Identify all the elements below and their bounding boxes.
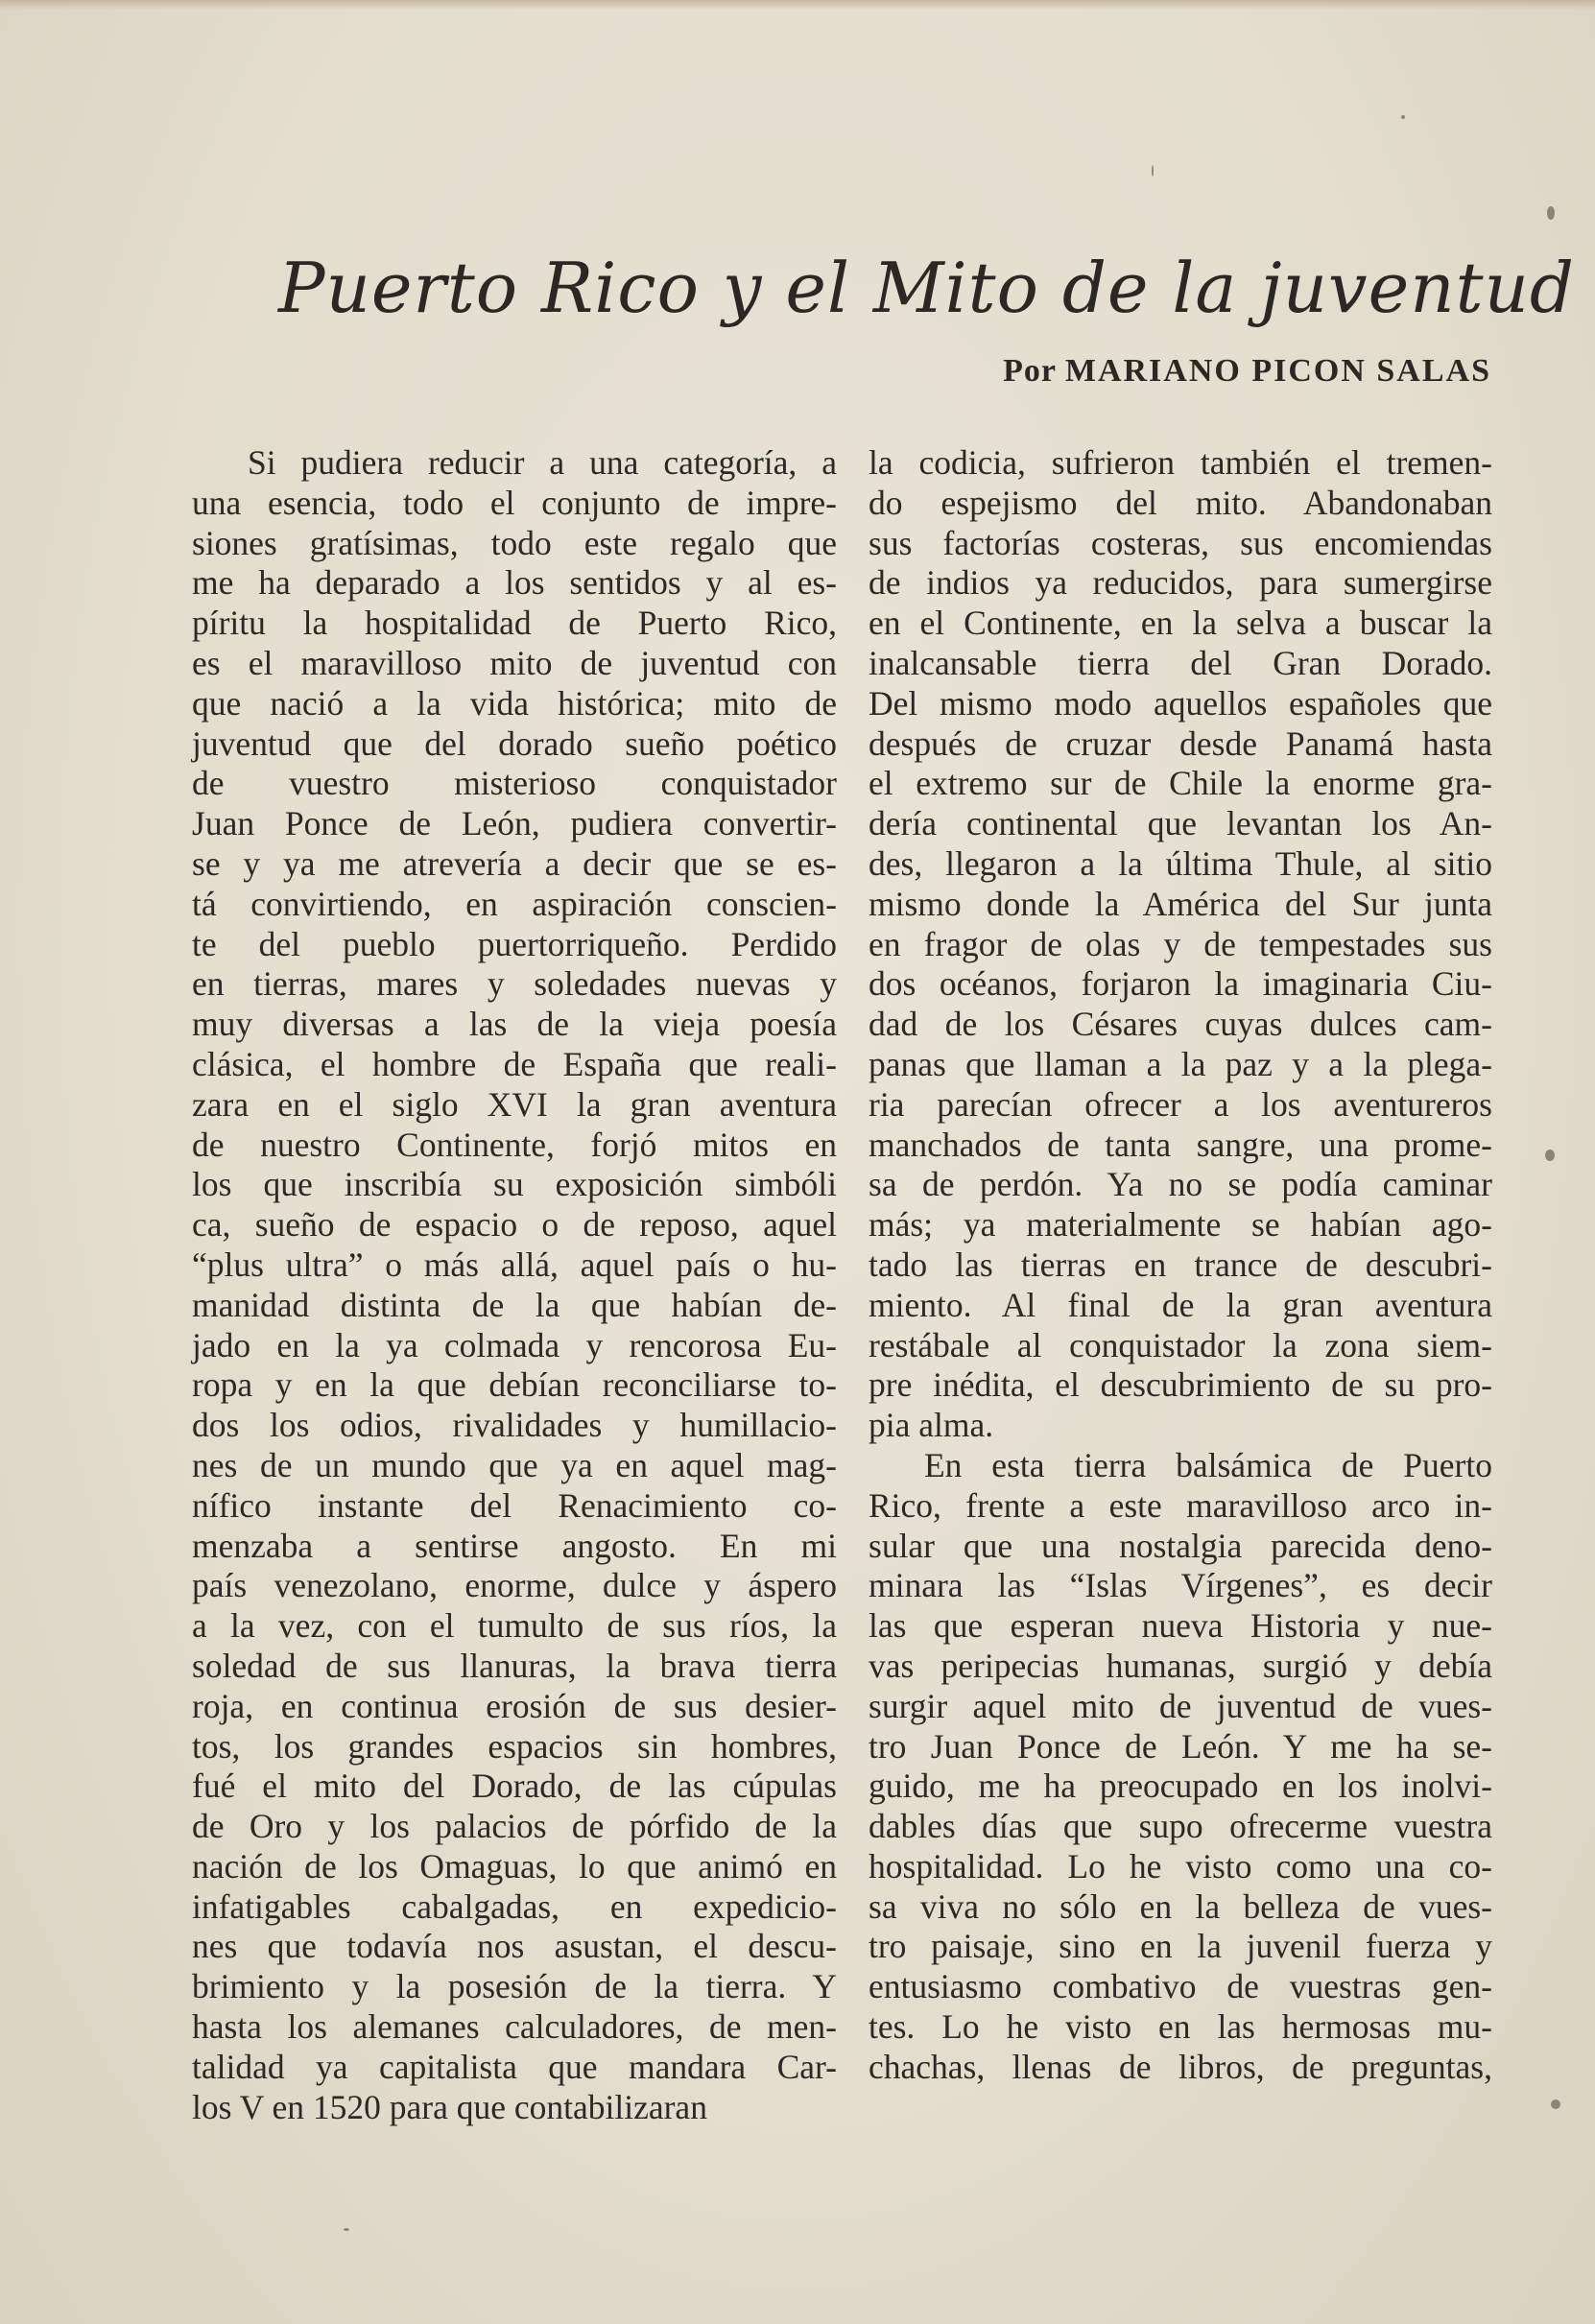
text-line: muy diversas a las de la vieja poesía bbox=[192, 1005, 837, 1044]
text-line: menzaba a sentirse angosto. En mi bbox=[192, 1526, 837, 1565]
text-line: los que inscribía su exposición simbóli bbox=[192, 1165, 837, 1204]
text-line: de Oro y los palacios de pórfido de la bbox=[192, 1807, 837, 1846]
text-line: siones gratísimas, todo este regalo que bbox=[192, 523, 837, 562]
text-line: brimiento y la posesión de la tierra. Y bbox=[192, 1967, 837, 2006]
text-line: más; ya materialmente se habían ago- bbox=[869, 1205, 1492, 1245]
text-line: juventud que del dorado sueño poético bbox=[192, 723, 837, 763]
text-line: restábale al conquistador la zona siem- bbox=[869, 1325, 1492, 1364]
text-line: miento. Al final de la gran aventura bbox=[869, 1285, 1492, 1324]
text-line: pia alma. bbox=[869, 1406, 994, 1445]
text-line: tá convirtiendo, en aspiración conscien- bbox=[192, 884, 837, 923]
text-line: tos, los grandes espacios sin hombres, bbox=[192, 1726, 837, 1766]
text-line: dables días que supo ofrecerme vuestra bbox=[869, 1807, 1492, 1846]
text-line: país venezolano, enorme, dulce y áspero bbox=[192, 1566, 837, 1605]
text-line: fué el mito del Dorado, de las cúpulas bbox=[192, 1767, 837, 1806]
text-line: tro Juan Ponce de León. Y me ha se- bbox=[869, 1726, 1492, 1766]
text-line: tro paisaje, sino en la juvenil fuerza y bbox=[869, 1927, 1492, 1966]
text-line: Si pudiera reducir a una categoría, a bbox=[248, 443, 837, 482]
text-line: me ha deparado a los sentidos y al es- bbox=[192, 563, 837, 603]
page-top-edge bbox=[0, 0, 1595, 10]
text-line: talidad ya capitalista que mandara Car- bbox=[192, 2047, 837, 2086]
text-line: nífico instante del Renacimiento co- bbox=[192, 1485, 837, 1525]
text-line: inalcansable tierra del Gran Dorado. bbox=[869, 643, 1492, 682]
text-line: manidad distinta de la que habían de- bbox=[192, 1285, 837, 1324]
text-line: en tierras, mares y soledades nuevas y bbox=[192, 964, 837, 1004]
text-line: hospitalidad. Lo he visto como una co- bbox=[869, 1846, 1492, 1885]
text-line: nación de los Omaguas, lo que animó en bbox=[192, 1846, 837, 1885]
dust-speck bbox=[344, 2228, 349, 2231]
text-line: una esencia, todo el conjunto de impre- bbox=[192, 483, 837, 522]
text-line: infatigables cabalgadas, en expedicio- bbox=[192, 1886, 837, 1926]
text-line: jado en la ya colmada y rencorosa Eu- bbox=[192, 1325, 837, 1364]
text-line: las que esperan nueva Historia y nue- bbox=[869, 1606, 1492, 1646]
byline-prefix: Por bbox=[1003, 353, 1057, 389]
byline bbox=[1003, 353, 1491, 390]
text-line: chachas, llenas de libros, de preguntas, bbox=[869, 2047, 1492, 2086]
text-line: ca, sueño de espacio o de reposo, aquel bbox=[192, 1205, 837, 1245]
text-line: en fragor de olas y de tempestades sus bbox=[869, 924, 1492, 963]
text-line: píritu la hospitalidad de Puerto Rico, bbox=[192, 604, 837, 643]
text-line: de vuestro misterioso conquistador bbox=[192, 764, 837, 803]
dust-speck bbox=[1401, 115, 1405, 119]
text-line: nes de un mundo que ya en aquel mag- bbox=[192, 1445, 837, 1484]
text-line: soledad de sus llanuras, la brava tierra bbox=[192, 1646, 837, 1685]
text-line: ria parecían ofrecer a los aventureros bbox=[869, 1084, 1492, 1124]
text-line: clásica, el hombre de España que reali- bbox=[192, 1044, 837, 1083]
text-line: nes que todavía nos asustan, el descu- bbox=[192, 1927, 837, 1966]
text-line: En esta tierra balsámica de Puerto bbox=[924, 1445, 1492, 1484]
text-line: des, llegaron a la última Thule, al sitio bbox=[869, 843, 1492, 883]
text-line: a la vez, con el tumulto de sus ríos, la bbox=[192, 1606, 837, 1646]
text-line: tado las tierras en trance de descubri- bbox=[869, 1245, 1492, 1284]
text-line: dos océanos, forjaron la imaginaria Ciu- bbox=[869, 964, 1492, 1004]
text-line: la codicia, sufrieron también el tremen- bbox=[869, 443, 1492, 482]
text-line: zara en el siglo XVI la gran aventura bbox=[192, 1084, 837, 1124]
text-line: dería continental que levantan los An- bbox=[869, 804, 1492, 843]
text-line: manchados de tanta sangre, una prome- bbox=[869, 1125, 1492, 1164]
text-line: se y ya me atrevería a decir que se es- bbox=[192, 843, 837, 883]
text-line: sa de perdón. Ya no se podía caminar bbox=[869, 1165, 1492, 1204]
text-line: después de cruzar desde Panamá hasta bbox=[869, 723, 1492, 763]
text-line: dos los odios, rivalidades y humillacio- bbox=[192, 1406, 837, 1445]
text-line: de indios ya reducidos, para sumergirse bbox=[869, 563, 1492, 603]
text-line: do espejismo del mito. Abandonaban bbox=[869, 483, 1492, 522]
text-line: Rico, frente a este maravilloso arco in- bbox=[869, 1485, 1492, 1525]
text-line: mismo donde la América del Sur junta bbox=[869, 884, 1492, 923]
text-line: panas que llaman a la paz y a la plega- bbox=[869, 1044, 1492, 1083]
text-line: que nació a la vida histórica; mito de bbox=[192, 683, 837, 723]
text-line: entusiasmo combativo de vuestras gen- bbox=[869, 1967, 1492, 2006]
text-line: surgir aquel mito de juventud de vues- bbox=[869, 1686, 1492, 1725]
dust-speck bbox=[1551, 2099, 1560, 2109]
author-name: MARIANO PICON SALAS bbox=[1064, 353, 1491, 389]
text-line: es el maravilloso mito de juventud con bbox=[192, 643, 837, 682]
article-title: Puerto Rico y el Mito de la juventud bbox=[278, 248, 1575, 328]
dust-speck bbox=[1152, 165, 1154, 177]
dust-speck bbox=[1545, 1150, 1555, 1161]
text-line: “plus ultra” o más allá, aquel país o hu- bbox=[192, 1245, 837, 1284]
text-line: minara las “Islas Vírgenes”, es decir bbox=[869, 1566, 1492, 1605]
text-line: el extremo sur de Chile la enorme gra- bbox=[869, 764, 1492, 803]
dust-speck bbox=[1547, 206, 1555, 220]
text-line: en el Continente, en la selva a buscar la bbox=[869, 604, 1492, 643]
text-line: dad de los Césares cuyas dulces cam- bbox=[869, 1005, 1492, 1044]
text-line: Juan Ponce de León, pudiera convertir- bbox=[192, 804, 837, 843]
text-line: sa viva no sólo en la belleza de vues- bbox=[869, 1886, 1492, 1926]
text-line: tes. Lo he visto en las hermosas mu- bbox=[869, 2007, 1492, 2047]
text-line: pre inédita, el descubrimiento de su pro- bbox=[869, 1365, 1492, 1405]
text-line: Del mismo modo aquellos españoles que bbox=[869, 683, 1492, 723]
text-column-left bbox=[192, 443, 837, 2127]
text-line: ropa y en la que debían reconciliarse to- bbox=[192, 1365, 837, 1405]
text-line: hasta los alemanes calculadores, de men- bbox=[192, 2007, 837, 2047]
text-line: te del pueblo puertorriqueño. Perdido bbox=[192, 924, 837, 963]
text-line: vas peripecias humanas, surgió y debía bbox=[869, 1646, 1492, 1685]
text-line: sular que una nostalgia parecida deno- bbox=[869, 1526, 1492, 1565]
text-column-right bbox=[869, 443, 1492, 2088]
text-line: roja, en continua erosión de sus desier- bbox=[192, 1686, 837, 1725]
text-line: guido, me ha preocupado en los inolvi- bbox=[869, 1767, 1492, 1806]
text-line: sus factorías costeras, sus encomiendas bbox=[869, 523, 1492, 562]
text-line: de nuestro Continente, forjó mitos en bbox=[192, 1125, 837, 1164]
text-line: los V en 1520 para que contabilizaran bbox=[192, 2087, 707, 2126]
